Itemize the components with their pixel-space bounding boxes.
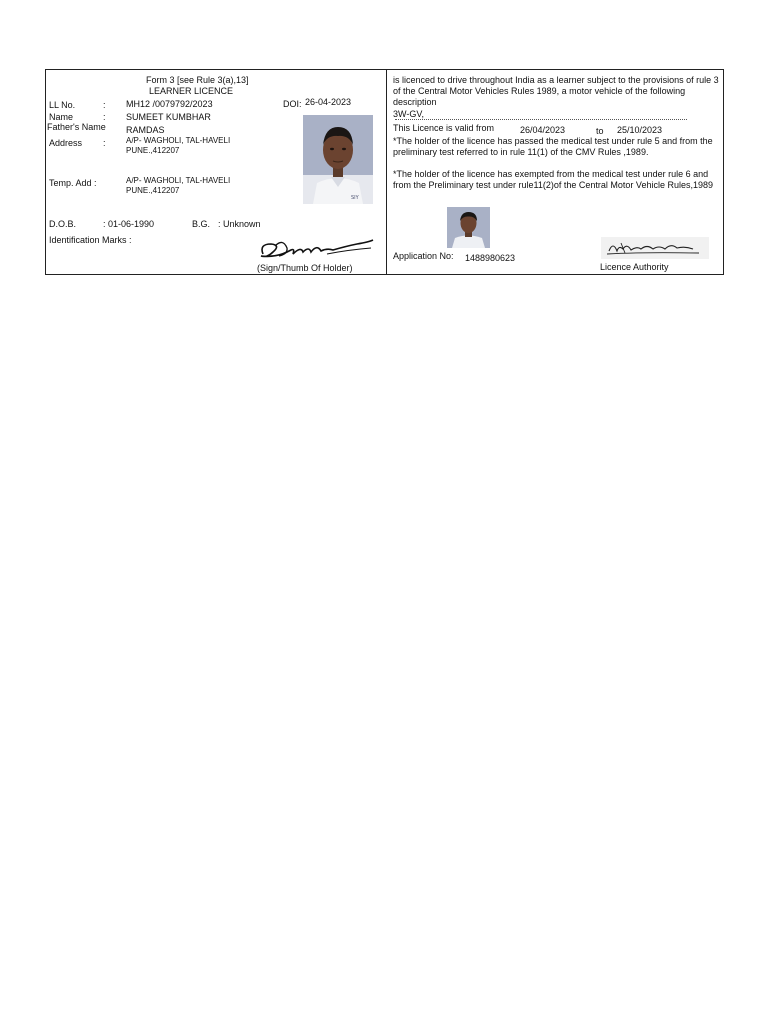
medical-note-1: *The holder of the licence has passed the medical test under rule 5 and from the preliminary test referred to in rule 11(1) of the CMV Rules ,1989.: [393, 136, 713, 157]
temp-address-line-2: PUNE.,412207: [126, 186, 180, 195]
name-colon: :: [103, 112, 106, 122]
valid-from-date: 26/04/2023: [520, 125, 566, 135]
dotted-line: [395, 119, 687, 120]
sign-thumb-label: (Sign/Thumb Of Holder): [257, 263, 353, 273]
learner-licence-card: [45, 69, 724, 275]
blood-group-value: : Unknown: [218, 219, 261, 229]
ll-no-colon: :: [103, 100, 106, 110]
vehicle-class: 3W-GV,: [393, 109, 425, 119]
father-name-label: Father's Name: [47, 122, 106, 132]
dob-value: : 01-06-1990: [103, 219, 155, 229]
authority-signature: [601, 237, 709, 259]
holder-name: SUMEET KUMBHAR: [126, 112, 211, 122]
application-no-label: Application No:: [393, 251, 454, 261]
address-line-1: A/P- WAGHOLI, TAL-HAVELI: [126, 136, 231, 145]
licence-description: is licenced to drive throughout India as a learner subject to the provisions of rule 3 of the Central Motor Vehicles Rules 1989, a motor vehicle of the following description: [393, 75, 719, 107]
temp-address-label: Temp. Add :: [49, 178, 97, 188]
address-label: Address: [49, 138, 83, 148]
dob-label: D.O.B.: [49, 219, 77, 229]
holder-signature: [257, 236, 375, 262]
svg-text:SIY: SIY: [351, 195, 359, 201]
ll-no-label: LL No.: [49, 100, 76, 110]
licence-type: LEARNER LICENCE: [149, 86, 234, 96]
valid-from-label: This Licence is valid from: [393, 123, 495, 133]
doi-value: 26-04-2023: [305, 97, 352, 107]
temp-address-line-1: A/P- WAGHOLI, TAL-HAVELI: [126, 176, 231, 185]
father-name: RAMDAS: [126, 125, 165, 135]
valid-to-label: to: [596, 126, 604, 136]
medical-note-2: *The holder of the licence has exempted from the medical test under rule 6 and from the Preliminary test under rule11(2)of the Central Motor Vehicle Rules,1989: [393, 169, 713, 190]
holder-photo-small: [447, 207, 490, 248]
form-title: Form 3 [see Rule 3(a),13]: [146, 75, 249, 85]
address-line-2: PUNE.,412207: [126, 146, 180, 155]
name-label: Name: [49, 112, 74, 122]
blood-group-label: B.G.: [192, 219, 211, 229]
identification-marks-label: Identification Marks :: [49, 235, 132, 245]
ll-no-value: MH12 /0079792/2023: [126, 99, 213, 109]
licence-authority-label: Licence Authority: [600, 262, 669, 272]
doi-label: DOI:: [283, 99, 302, 109]
holder-photo: [303, 115, 373, 204]
card-divider: [386, 70, 387, 274]
address-colon: :: [103, 138, 106, 148]
application-no-value: 1488980623: [465, 253, 516, 263]
valid-to-date: 25/10/2023: [617, 125, 663, 135]
